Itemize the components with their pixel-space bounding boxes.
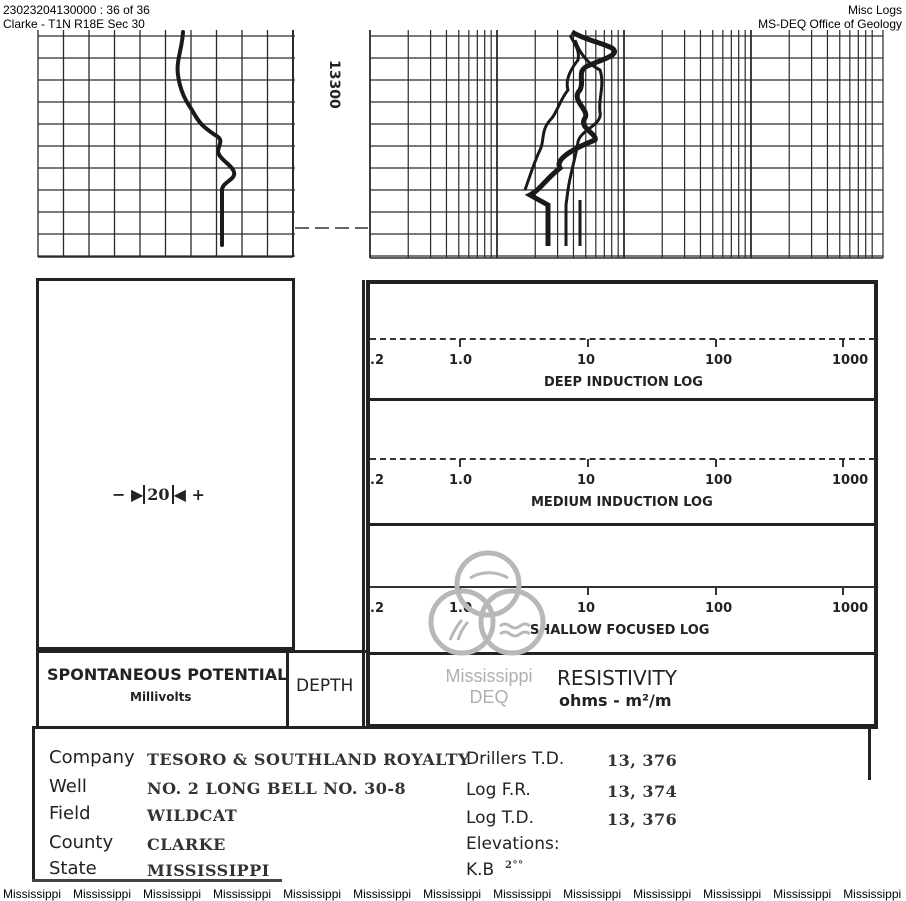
scale-line (370, 586, 875, 588)
well-info-label: State (49, 858, 97, 879)
scale-tick-label: 10 (577, 353, 596, 368)
scale-tick-mark (715, 459, 717, 467)
watermark-line2: DEQ (469, 687, 509, 707)
sp-minus: − (112, 485, 126, 504)
scale-tick-label: .2 (370, 601, 384, 616)
footer-item: Mississippi (423, 887, 482, 901)
sp-scale-box (36, 278, 295, 650)
scale-tick-mark (842, 459, 844, 467)
footer-item: Mississippi (143, 887, 202, 901)
well-info-value: 13, 376 (607, 751, 678, 770)
sp-curve (178, 32, 235, 245)
resistivity-curves (525, 32, 615, 246)
scale-tick-label: 100 (705, 601, 733, 616)
scale-tick-label: 10 (577, 473, 596, 488)
well-info-label: Elevations: (466, 834, 560, 854)
footer-item: Mississippi (843, 887, 902, 901)
arrow-right-icon: ▶ (130, 485, 144, 504)
sp-grid (38, 30, 295, 257)
track-name: MEDIUM INDUCTION LOG (531, 495, 713, 510)
well-info-label: Drillers T.D. (466, 749, 565, 769)
scale-tick-mark (587, 587, 589, 595)
sp-plus: + (191, 485, 205, 504)
track-divider (366, 398, 878, 401)
scale-tick-mark (459, 339, 461, 347)
scale-tick-label: 1.0 (449, 601, 473, 616)
well-info-value: MISSISSIPPI (147, 861, 270, 880)
depth-column-right-border (362, 280, 365, 728)
well-info-label: Field (49, 803, 91, 824)
office-name: MS-DEQ Office of Geology (758, 17, 902, 31)
document-category: Misc Logs (847, 3, 902, 17)
scale-tick-label: 1.0 (449, 353, 473, 368)
scale-tick-label: 100 (705, 353, 733, 368)
scale-tick-label: 10 (577, 601, 596, 616)
depth-column-left-border (286, 650, 289, 728)
well-info-label: Company (49, 747, 135, 768)
scale-line (370, 338, 875, 340)
scale-line (370, 458, 875, 460)
well-info-right-mark (868, 726, 871, 780)
well-info-label: Log T.D. (466, 808, 535, 828)
scale-tick-mark (842, 587, 844, 595)
footer-item: Mississippi (703, 887, 762, 901)
track-name: DEEP INDUCTION LOG (544, 375, 703, 390)
scale-tick-label: .2 (370, 353, 384, 368)
scale-tick-mark (715, 587, 717, 595)
well-info-value: CLARKE (147, 835, 226, 854)
scale-tick-mark (587, 459, 589, 467)
well-info-value: 13, 374 (607, 782, 678, 801)
header-row-bottom (32, 726, 878, 729)
watermark-text (432, 666, 546, 708)
document-id: 23023204130000 : 36 of 36 (3, 3, 150, 17)
well-info-value: 13, 376 (607, 810, 678, 829)
footer-item: Mississippi (3, 887, 62, 901)
scale-tick-mark (842, 339, 844, 347)
depth-title: DEPTH (296, 676, 354, 696)
well-info-label: Log F.R. (466, 780, 531, 800)
footer-item: Mississippi (283, 887, 342, 901)
arrow-left-icon: ◀ (173, 485, 186, 504)
resistivity-units: ohms - m²/m (559, 691, 672, 710)
footer-watermark-strip (3, 887, 906, 901)
footer-item: Mississippi (73, 887, 132, 901)
well-info-box-left-border (32, 726, 35, 881)
well-info-label: County (49, 832, 114, 853)
footer-item: Mississippi (633, 887, 692, 901)
track-divider (366, 652, 878, 655)
scale-tick-mark (715, 339, 717, 347)
header-row-top (36, 650, 366, 653)
footer-item: Mississippi (213, 887, 272, 901)
sp-scale (112, 485, 205, 504)
scale-tick-mark (587, 339, 589, 347)
well-info-value: TESORO & SOUTHLAND ROYALTY (147, 750, 470, 769)
scale-tick-label: 1.0 (449, 473, 473, 488)
well-info-label: K.B (466, 860, 495, 880)
track-divider (366, 523, 878, 526)
well-info-value: WILDCAT (147, 806, 238, 825)
scale-tick-mark (459, 587, 461, 595)
scale-tick-mark (459, 459, 461, 467)
sp-units: Millivolts (130, 690, 192, 704)
well-info-label: Well (49, 776, 87, 797)
footer-item: Mississippi (773, 887, 832, 901)
well-info-value: NO. 2 LONG BELL NO. 30-8 (147, 779, 407, 798)
resistivity-title: RESISTIVITY (557, 666, 677, 690)
well-info-value: 2°° (505, 860, 524, 871)
sp-title: SPONTANEOUS POTENTIAL (47, 665, 288, 684)
scale-tick-label: 1000 (832, 353, 869, 368)
sp-scale-value: 20 (143, 485, 173, 504)
well-location: Clarke - T1N R18E Sec 30 (3, 17, 145, 31)
footer-item: Mississippi (353, 887, 412, 901)
watermark-line1: Mississippi (445, 666, 533, 686)
footer-item: Mississippi (563, 887, 622, 901)
footer-item: Mississippi (493, 887, 552, 901)
scale-tick-label: 1000 (832, 473, 869, 488)
header-left-border (36, 650, 39, 728)
track-name: SHALLOW FOCUSED LOG (530, 623, 710, 638)
scale-tick-label: 1000 (832, 601, 869, 616)
scale-tick-label: .2 (370, 473, 384, 488)
resistivity-grid (370, 30, 883, 258)
depth-marker: 13300 (326, 60, 342, 109)
scale-tick-label: 100 (705, 473, 733, 488)
